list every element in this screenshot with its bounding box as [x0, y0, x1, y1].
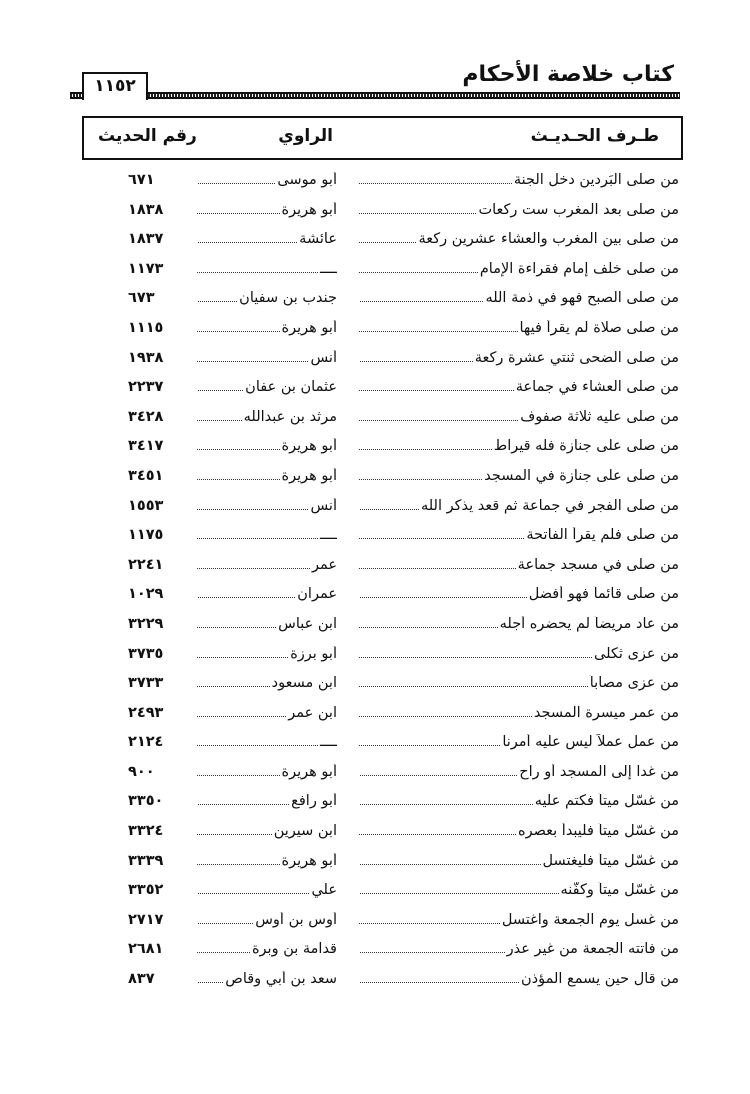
hadith-text: من صلى خلف إمام فقراءة الإمام — [359, 261, 679, 277]
table-row — [82, 432, 683, 462]
narrator-name: ابن سيرين — [197, 823, 337, 839]
hadith-number: ٢٧١٧ — [128, 911, 164, 928]
hadith-number: ١١٧٣ — [128, 260, 164, 277]
hadith-number: ٦٧١ — [128, 172, 155, 188]
table-row — [82, 225, 683, 255]
hadith-number: ٣٧٣٣ — [128, 675, 164, 692]
hadith-number: ٢٦٨١ — [128, 941, 164, 958]
book-title: كتاب خلاصة الأحكام — [462, 62, 674, 87]
table-row — [82, 699, 683, 729]
hadith-text: من صلى العشاء في جماعة — [359, 379, 679, 395]
hadith-number: ٣٤٢٨ — [128, 408, 164, 425]
hadith-text: من صلى الفجر في جماعة ثم قعد يذكر الله — [359, 498, 679, 514]
column-hadith: طـرف الحـديـث — [530, 126, 659, 146]
hadith-number: ٢٢٣٧ — [128, 379, 164, 396]
table-row — [82, 196, 683, 226]
header-rule — [70, 92, 680, 99]
narrator-name: عثمان بن عفان — [197, 379, 337, 395]
narrator-name: عمر — [197, 557, 337, 573]
hadith-number: ٦٧٣ — [128, 290, 155, 307]
hadith-text: من صلى فلم يقرأ الفاتحة — [359, 527, 679, 543]
column-number: رقم الحديث — [98, 126, 197, 146]
table-row — [82, 551, 683, 581]
table-row — [82, 906, 683, 936]
table-row — [82, 610, 683, 640]
hadith-number: ١٥٥٣ — [128, 497, 164, 514]
narrator-name: أبو برزة — [197, 646, 337, 662]
table-row — [82, 462, 683, 492]
table-row — [82, 284, 683, 314]
narrator-name: ــــ — [197, 261, 337, 277]
hadith-number: ٨٣٧ — [128, 971, 155, 988]
hadith-number: ٣٢٢٩ — [128, 615, 164, 632]
hadith-number: ١١٧٥ — [128, 527, 164, 544]
hadith-number: ١٠٢٩ — [128, 586, 164, 603]
narrator-name: أبو هريرة — [197, 438, 337, 454]
hadith-text: من غسّل ميتاً فكتم عليه — [359, 793, 679, 809]
hadith-text: من صلى البَردين دخل الجنة — [359, 172, 679, 188]
table-row — [82, 876, 683, 906]
narrator-name: سعد بن أبي وقاص — [197, 971, 337, 987]
table-row — [82, 787, 683, 817]
table-row — [82, 728, 683, 758]
hadith-text: من عزى مصاباً — [359, 675, 679, 691]
hadith-text: من صلى صلاة لم يقرأ فيها — [359, 320, 679, 336]
table-row — [82, 847, 683, 877]
table-row — [82, 403, 683, 433]
hadith-number: ٢١٢٤ — [128, 734, 164, 751]
table-row — [82, 344, 683, 374]
hadith-text: من صلى الضحى ثنتي عشرة ركعة — [359, 350, 679, 366]
narrator-name: ابن عباس — [197, 616, 337, 632]
hadith-text: من قال حين يسمع المؤذن — [359, 971, 679, 987]
narrator-name: أبو هريرة — [197, 853, 337, 869]
hadith-number: ٣٤٥١ — [128, 467, 164, 484]
hadith-text: من صلى قائماً فهو أفضل — [359, 586, 679, 602]
hadith-index-list — [82, 166, 683, 995]
hadith-text: من صلى في مسجد جماعة — [359, 557, 679, 573]
hadith-number: ٢٢٤١ — [128, 556, 164, 573]
narrator-name: قدامة بن وبرة — [197, 941, 337, 957]
table-row — [82, 314, 683, 344]
table-row — [82, 492, 683, 522]
table-row — [82, 255, 683, 285]
table-row — [82, 166, 683, 196]
table-row — [82, 817, 683, 847]
hadith-number: ٣٤١٧ — [128, 438, 164, 455]
table-row — [82, 580, 683, 610]
hadith-text: من صلى عليه ثلاثة صفوف — [359, 409, 679, 425]
hadith-text: من غسّل ميتاً فليبدأ بعصره — [359, 823, 679, 839]
hadith-number: ٩٠٠ — [128, 763, 155, 780]
hadith-number: ٣٧٣٥ — [128, 645, 164, 662]
narrator-name: ابن مسعود — [197, 675, 337, 691]
column-header — [82, 116, 683, 160]
hadith-text: من صلى على جنازة في المسجد — [359, 468, 679, 484]
table-row — [82, 758, 683, 788]
page-number: ١١٥٢ — [82, 72, 148, 98]
narrator-name: جندب بن سفيان — [197, 290, 337, 306]
hadith-text: من صلى بين المغرب والعشاء عشرين ركعة — [359, 231, 679, 247]
narrator-name: عائشة — [197, 231, 337, 247]
narrator-name: أبو هريرة — [197, 202, 337, 218]
narrator-name: أبو هريرة — [197, 320, 337, 336]
hadith-number: ٣٣٥٢ — [128, 882, 164, 899]
narrator-name: أنس — [197, 350, 337, 366]
hadith-text: من غسّل ميتاً وكفّنه — [359, 882, 679, 898]
narrator-name: أبو هريرة — [197, 468, 337, 484]
hadith-number: ١٩٣٨ — [128, 349, 164, 366]
hadith-text: من غسل يوم الجمعة واغتسل — [359, 912, 679, 928]
narrator-name: ــــ — [197, 527, 337, 543]
hadith-text: من غسّل ميتاً فليغتسل — [359, 853, 679, 869]
hadith-text: من عمل عملاً ليس عليه أمرنا — [359, 734, 679, 750]
hadith-text: من عمر ميسرة المسجد — [359, 705, 679, 721]
narrator-name: علي — [197, 882, 337, 898]
hadith-number: ٣٣٢٤ — [128, 823, 164, 840]
column-narrator: الراوي — [278, 126, 333, 146]
table-row — [82, 965, 683, 995]
narrator-name: ابن عمر — [197, 705, 337, 721]
hadith-number: ١٨٣٨ — [128, 201, 164, 218]
narrator-name: أنس — [197, 498, 337, 514]
narrator-name: أبو هريرة — [197, 764, 337, 780]
hadith-number: ٢٤٩٣ — [128, 704, 164, 721]
hadith-text: من عزى ثكلى — [359, 646, 679, 662]
hadith-text: من عاد مريضاً لم يحضره أجله — [359, 616, 679, 632]
narrator-name: أبو رافع — [197, 793, 337, 809]
hadith-text: من صلى بعد المغرب ست ركعات — [359, 202, 679, 218]
table-row — [82, 521, 683, 551]
narrator-name: عمران — [197, 586, 337, 602]
hadith-text: من صلى على جنازة فله قيراط — [359, 438, 679, 454]
narrator-name: أبو موسى — [197, 172, 337, 188]
hadith-number: ٣٣٣٩ — [128, 852, 164, 869]
hadith-number: ١١١٥ — [128, 319, 164, 336]
table-row — [82, 669, 683, 699]
hadith-number: ١٨٣٧ — [128, 231, 164, 248]
table-row — [82, 373, 683, 403]
narrator-name: مرثد بن عبدالله — [197, 409, 337, 425]
hadith-text: من صلى الصبح فهو في ذمة الله — [359, 290, 679, 306]
page-header — [70, 58, 680, 100]
narrator-name: ــــ — [197, 734, 337, 750]
hadith-text: من غدا إلى المسجد أو راح — [359, 764, 679, 780]
hadith-text: من فاتته الجمعة من غير عذر — [359, 941, 679, 957]
hadith-number: ٣٣٥٠ — [128, 793, 164, 810]
table-row — [82, 640, 683, 670]
narrator-name: أوس بن أوس — [197, 912, 337, 928]
table-row — [82, 935, 683, 965]
